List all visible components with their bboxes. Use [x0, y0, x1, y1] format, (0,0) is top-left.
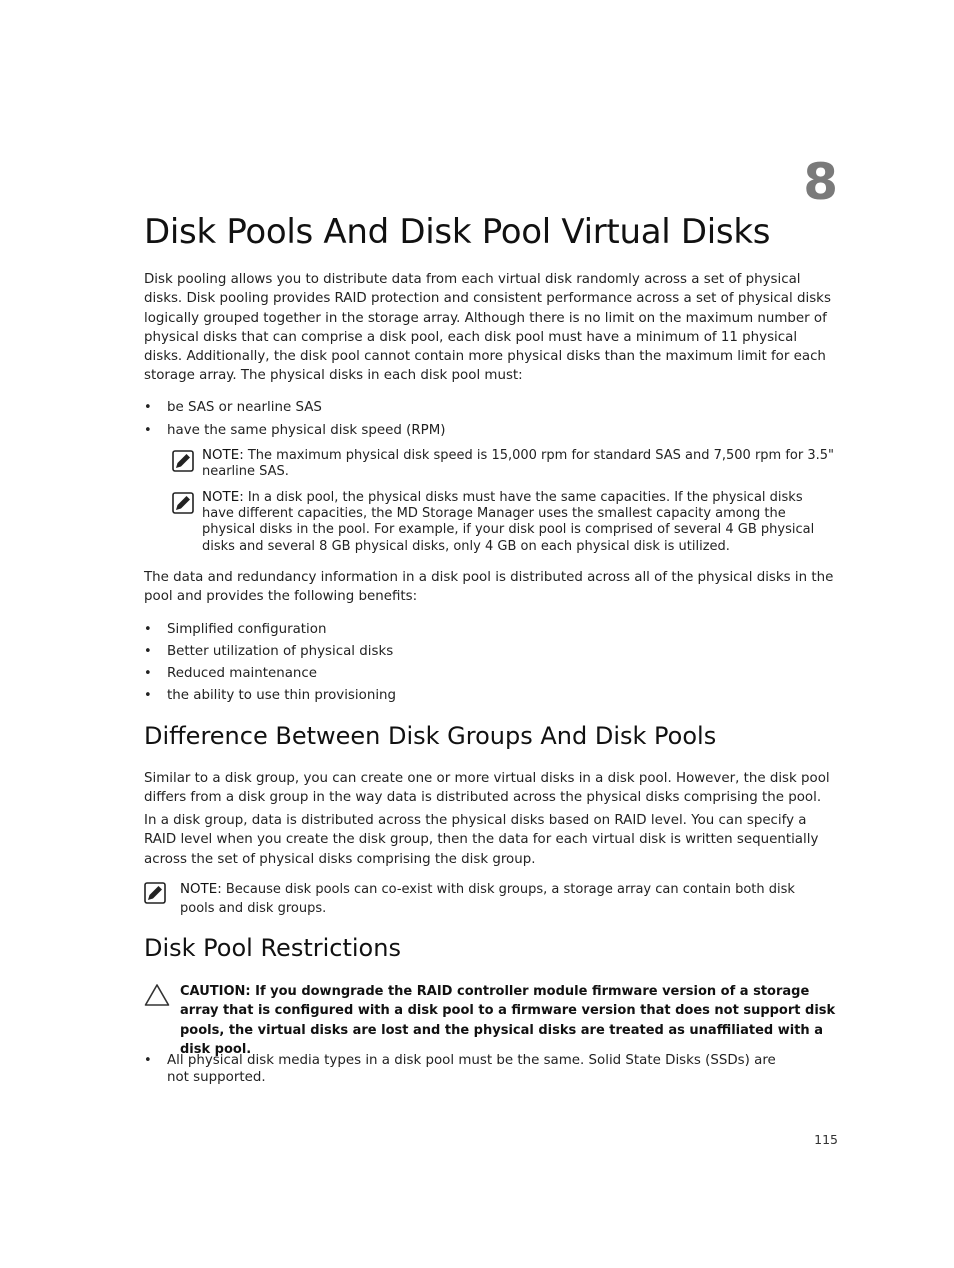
note-label: NOTE:	[202, 490, 244, 505]
difference-paragraph-2: In a disk group, data is distributed across the physical disks based on RAID level. You can specify a RAID level when you create the disk group, then the data for each virtual disk is written sequentially across the set of physical disks comprising the disk group.	[144, 813, 819, 867]
restrictions-list	[144, 1052, 838, 1086]
list-item: • be SAS or nearline SAS	[144, 398, 838, 417]
difference-paragraph-1: Similar to a disk group, you can create one or more virtual disks in a disk pool. However, the disk pool differs from a disk group in the way data is distributed across the physical disks comprising the pool.	[144, 771, 830, 806]
note-body: Because disk pools can co-exist with disk groups, a storage array can contain both disk pools and disk groups.	[180, 882, 795, 917]
requirements-list	[144, 398, 838, 440]
note-body: The maximum physical disk speed is 15,000 rpm for standard SAS and 7,500 rpm for 3.5" nearline SAS.	[202, 448, 835, 480]
note-pencil-icon	[144, 882, 166, 904]
page-number: 115	[814, 1132, 838, 1147]
note-pencil-icon	[172, 450, 194, 472]
benefits-intro: The data and redundancy information in a disk pool is distributed across all of the physical disks in the pool and provides the following benefits:	[144, 570, 834, 605]
note-body: In a disk pool, the physical disks must have the same capacities. If the physical disks have different capacities, the MD Storage Manager uses the smallest capacity among the physical disks in the pool. For example, if your disk pool is comprised of several 4 GB physical disks and several 8 GB physical disks, only 4 GB on each physical disk is utilized.	[202, 490, 815, 554]
note-speed	[172, 448, 872, 482]
section-heading-difference: Difference Between Disk Groups And Disk Pools	[144, 722, 717, 750]
list-item: • Simplified configuration	[144, 620, 838, 639]
note-label: NOTE:	[202, 448, 244, 463]
note-coexist	[144, 880, 844, 920]
list-item: • Better utilization of physical disks	[144, 642, 838, 661]
note-label: NOTE:	[180, 882, 222, 897]
note-pencil-icon	[172, 492, 194, 514]
list-item: • Reduced maintenance	[144, 664, 838, 683]
chapter-title: Disk Pools And Disk Pool Virtual Disks	[144, 212, 771, 252]
note-text	[202, 490, 837, 555]
note-text	[202, 448, 837, 480]
caution-text: CAUTION: If you downgrade the RAID controller module firmware version of a storage array that is configured with a disk pool to a firmware version that does not support disk pools, the virtual disks are lost and the physical disks are treated as unaffiliated with a disk pool.	[180, 984, 836, 1057]
caution-block	[144, 982, 844, 1057]
intro-paragraph: Disk pooling allows you to distribute data from each virtual disk randomly across a set of physical disks. Disk pooling provides RAID protection and consistent performance across a set of physical disks logically grouped together in the storage array. Although there is no limit on the maximum number of physical disks that can comprise a disk pool, each disk pool must have a minimum of 11 physical disks. Additionally, the disk pool cannot contain more physical disks than the maximum limit for each storage array. The physical disks in each disk pool must:	[144, 272, 831, 384]
list-item: • have the same physical disk speed (RPM)	[144, 421, 838, 440]
benefits-list	[144, 620, 838, 705]
note-text	[180, 880, 810, 919]
caution-triangle-icon	[144, 983, 170, 1007]
chapter-number: 8	[803, 153, 838, 211]
note-capacity	[172, 490, 872, 556]
section-heading-restrictions: Disk Pool Restrictions	[144, 934, 401, 962]
list-item: • the ability to use thin provisioning	[144, 686, 838, 705]
list-item: • All physical disk media types in a disk pool must be the same. Solid State Disks (SSDs) are not supported.	[144, 1052, 838, 1086]
